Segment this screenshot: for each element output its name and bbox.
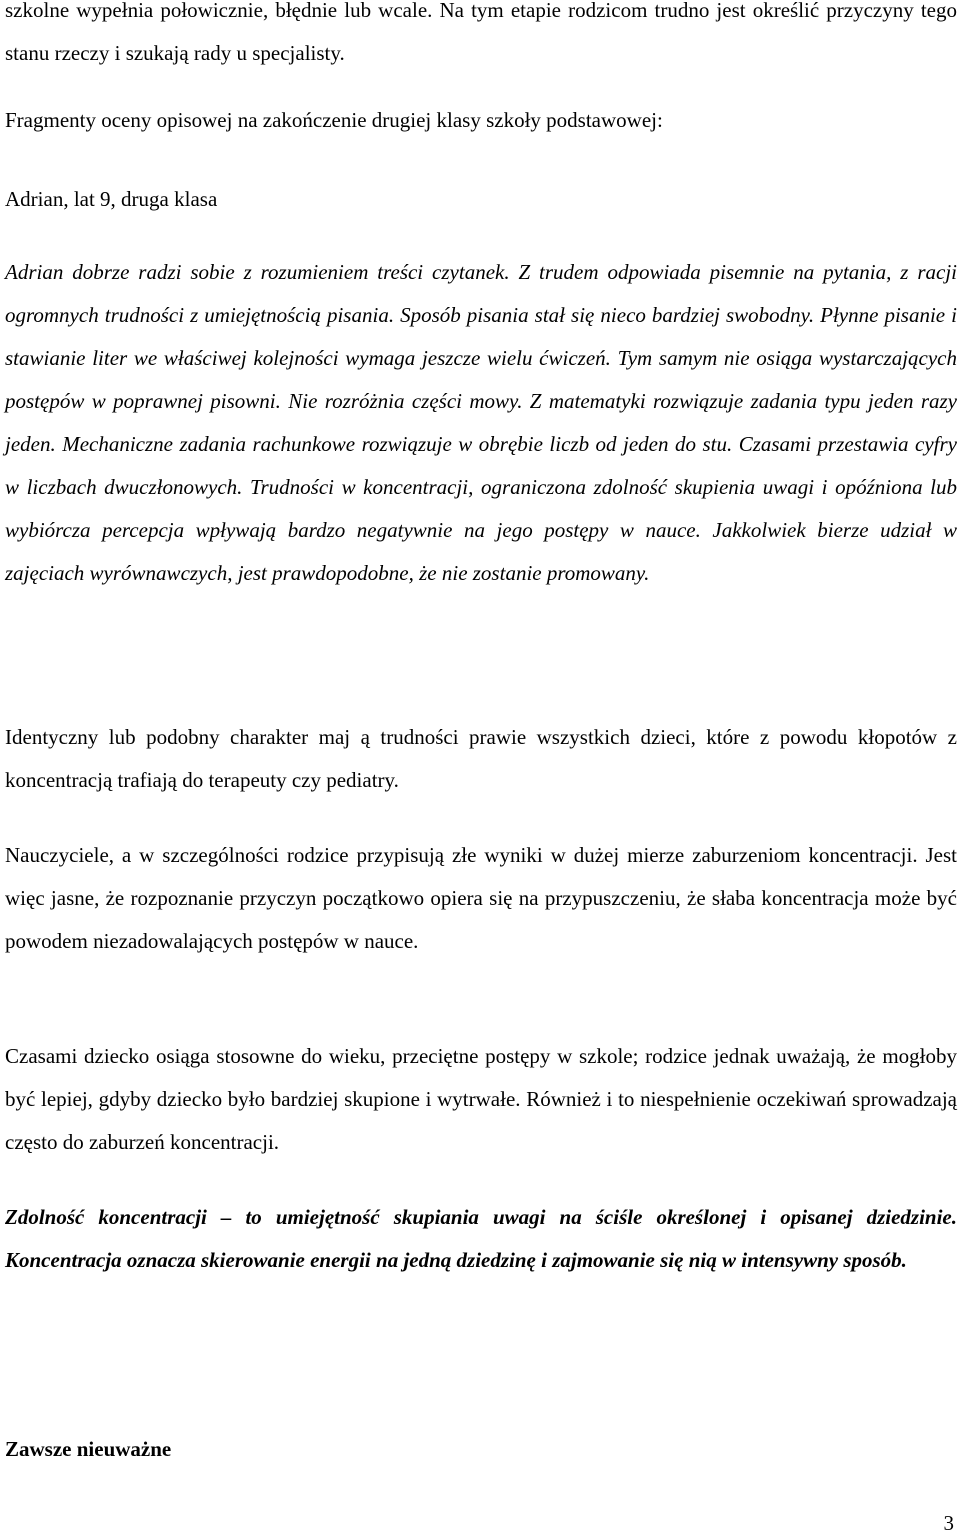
student-info-line: Adrian, lat 9, druga klasa xyxy=(5,187,218,211)
definition-paragraph: Zdolność koncentracji – to umiejętność skupiania uwagi na ściśle określonej i opisanej dziedzinie. Koncentracja oznacza skierowanie energii na jedną dziedzinę i zajmowanie się nią w intensywny sposób. xyxy=(5,1205,957,1272)
assessment-quote-paragraph: Adrian dobrze radzi sobie z rozumieniem treści czytanek. Z trudem odpowiada pisemnie na pytania, z racji ogromnych trudności z umiejętnością pisania. Sposób pisania stał się nieco bardziej swobodny. Płynne pisanie i stawianie liter we właściwej kolejności wymaga jeszcze wielu ćwiczeń. Tym samym nie osiąga wystarczających postępów w poprawnej pisowni. Nie rozróżnia części mowy. Z matematyki rozwiązuje zadania typu jeden razy jeden. Mechaniczne zadania rachunkowe rozwiązuje w obrębie liczb od jeden do stu. Czasami przestawia cyfry w liczbach dwuczłonowych. Trudności w koncentracji, ograniczona zdolność skupienia uwagi i opóźniona lub wybiórcza percepcja wpływają bardzo negatywnie na jego postępy w nauce. Jakkolwiek bierze udział w zajęciach wyrównawczych, jest prawdopodobne, że nie zostanie promowany. xyxy=(5,260,957,585)
section-heading: Zawsze nieuważne xyxy=(5,1437,172,1461)
intro-paragraph: szkolne wypełnia połowicznie, błędnie lub wcale. Na tym etapie rodzicom trudno jest określić przyczyny tego stanu rzeczy i szukają rady u specjalisty. xyxy=(5,0,957,65)
expectations-paragraph: Czasami dziecko osiąga stosowne do wieku, przeciętne postępy w szkole; rodzice jednak uważają, że mogłoby być lepiej, gdyby dziecko było bardziej skupione i wytrwałe. Również i to niespełnienie oczekiwań sprowadzają często do zaburzeń koncentracji. xyxy=(5,1044,957,1154)
teachers-parents-paragraph: Nauczyciele, a w szczególności rodzice przypisują złe wyniki w dużej mierze zaburzeniom koncentracji. Jest więc jasne, że rozpoznanie przyczyn początkowo opiera się na przypuszczeniu, że słaba koncentracja może być powodem niezadowalających postępów w nauce. xyxy=(5,843,957,953)
assessment-intro-line: Fragmenty oceny opisowej na zakończenie drugiej klasy szkoły podstawowej: xyxy=(5,108,663,132)
identical-difficulties-paragraph: Identyczny lub podobny charakter maj ą trudności prawie wszystkich dzieci, które z powodu kłopotów z koncentracją trafiają do terapeuty czy pediatry. xyxy=(5,725,957,792)
page-number: 3 xyxy=(943,1511,954,1535)
